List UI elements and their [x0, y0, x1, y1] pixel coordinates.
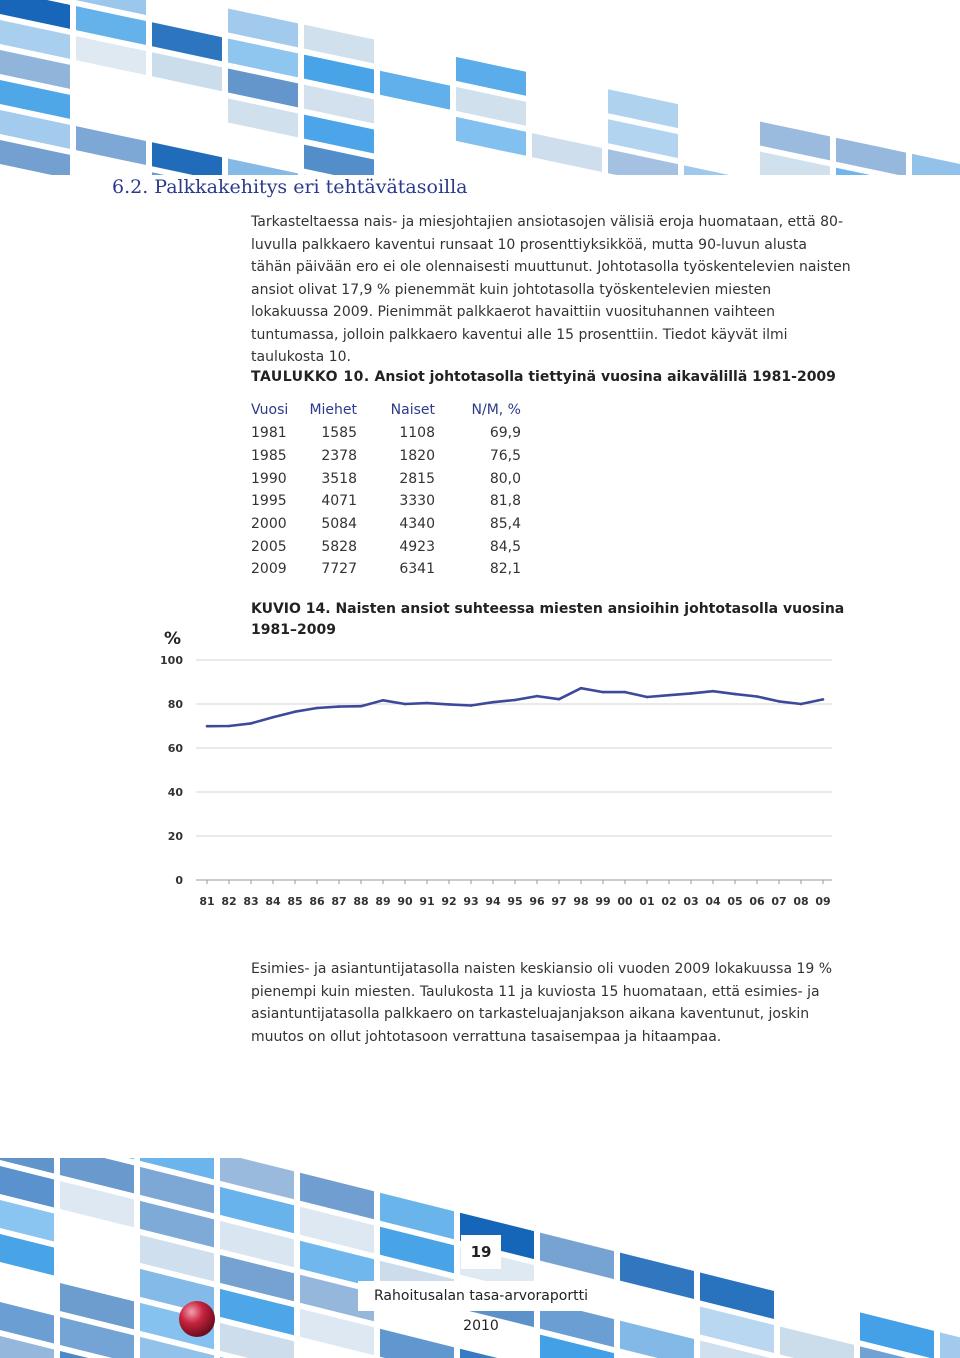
data-point [426, 702, 429, 705]
col-header-men: Miehet [309, 402, 357, 418]
x-tick-label: 86 [309, 895, 325, 908]
cell-men: 2378 [321, 448, 357, 465]
cell-ratio: 69,9 [489, 425, 521, 442]
section-heading: 6.2. Palkkakehitys eri tehtävätasoilla [112, 176, 468, 198]
table-header-row [251, 398, 521, 422]
tile [684, 165, 754, 175]
data-point [690, 692, 693, 695]
cell-women: 2815 [399, 470, 435, 487]
data-point [712, 690, 715, 693]
cell-ratio: 82,1 [489, 561, 521, 578]
cell-year: 2009 [251, 561, 287, 578]
x-tick-label: 91 [419, 895, 435, 908]
intro-paragraph: Tarkasteltaessa nais- ja miesjohtajien ansiotasojen välisiä eroja huomataan, että 80-luvulla palkkaero kaventui runsaat 10 prosenttiyksikköä, mutta 90-luvun alusta tähän päivään ero ei ole olennaisesti muuttunut. Johtotasolla työskentelevien naisten ansiot olivat 17,9 % pienemmät kuin johtotasolla työskentelevien miesten lokakuussa 2009. Pienimmät palkkaerot havaittiin vuosituhannen vaihteen tuntumassa, jolloin palkkaero kaventui alle 15 prosenttiin. Tiedot käyvät ilmi taulukosta 10. [251, 214, 851, 365]
cell-men: 4071 [321, 493, 357, 510]
data-point [646, 696, 649, 699]
x-tick-label: 89 [375, 895, 391, 908]
figure-title: Naisten ansiot suhteessa miesten ansioihin johtotasolla vuosina 1981–2009 [251, 601, 845, 638]
cell-men: 1585 [321, 425, 357, 442]
x-tick-label: 82 [221, 895, 237, 908]
cell-women: 6341 [399, 561, 435, 578]
tile [836, 138, 906, 175]
data-point [756, 695, 759, 698]
x-tick-label: 88 [353, 895, 369, 908]
table-row [251, 535, 521, 558]
table-row [251, 445, 521, 468]
tile [0, 1297, 54, 1343]
tile [380, 71, 450, 110]
data-point [492, 701, 495, 704]
cell-ratio: 76,5 [489, 448, 521, 465]
cell-ratio: 84,5 [489, 538, 521, 555]
tile [228, 158, 298, 175]
x-tick-label: 04 [705, 895, 721, 908]
cell-year: 1985 [251, 448, 287, 465]
col-header-year: Vuosi [251, 402, 289, 418]
data-point [822, 698, 825, 701]
red-sphere-icon [178, 1300, 216, 1338]
cell-men: 5828 [321, 538, 357, 555]
figure-label: KUVIO 14. [251, 601, 331, 617]
table-label: TAULUKKO 10. [251, 369, 370, 385]
y-tick-label: 100 [160, 654, 183, 667]
x-tick-label: 03 [683, 895, 699, 908]
x-tick-label: 93 [463, 895, 479, 908]
ratio-chart [0, 620, 960, 920]
cell-women: 4340 [399, 516, 435, 533]
x-tick-label: 05 [727, 895, 743, 908]
col-header-ratio: N/M, % [471, 402, 521, 418]
x-tick-label: 97 [551, 895, 567, 908]
data-point [514, 699, 517, 702]
y-tick-label: 60 [167, 742, 183, 755]
tile [152, 142, 222, 175]
tile-group [0, 0, 960, 175]
cell-ratio: 85,4 [489, 516, 521, 533]
x-tick-label: 99 [595, 895, 611, 908]
cell-women: 4923 [399, 538, 435, 555]
header-decoration [0, 0, 960, 175]
x-tick-label: 09 [815, 895, 831, 908]
page-number: 19 [461, 1235, 501, 1269]
tile [460, 1349, 534, 1358]
y-tick-label: 40 [167, 786, 183, 799]
x-tick-label: 02 [661, 895, 677, 908]
data-point [602, 691, 605, 694]
data-point [734, 693, 737, 696]
data-point [558, 698, 561, 701]
line-chart-svg [0, 620, 960, 920]
data-point [228, 725, 231, 728]
data-point [448, 703, 451, 706]
y-axis-label: % [164, 629, 182, 649]
table-caption [251, 369, 836, 385]
tile [940, 1332, 960, 1358]
col-header-women: Naiset [390, 402, 435, 418]
data-point [338, 705, 341, 708]
x-tick-label: 96 [529, 895, 545, 908]
x-tick-label: 85 [287, 895, 303, 908]
table-row [251, 490, 521, 513]
closing-paragraph: Esimies- ja asiantuntijatasolla naisten keskiansio oli vuoden 2009 lokakuussa 19 % pienempi kuin miesten. Taulukosta 11 ja kuviosta 15 huomataan, että esimies- ja asiantuntijatasolla palkkaero on tarkasteluajanjakson aikana kaventunut, joskin muutos on ollut johtotasoon verrattuna tasaisempaa ja hitaampaa. [251, 961, 833, 1045]
tile [540, 1233, 614, 1279]
cell-ratio: 80,0 [489, 470, 521, 487]
cell-men: 3518 [321, 470, 357, 487]
data-point [404, 703, 407, 706]
earnings-table [251, 398, 521, 581]
tile [620, 1253, 694, 1299]
table-row [251, 558, 521, 581]
data-point [778, 700, 781, 703]
x-tick-label: 00 [617, 895, 633, 908]
table-row [251, 422, 521, 445]
cell-year: 1995 [251, 493, 287, 510]
tile [532, 133, 602, 172]
x-tick-label: 07 [771, 895, 787, 908]
data-point [470, 704, 473, 707]
cell-women: 1820 [399, 448, 435, 465]
table-row [251, 467, 521, 490]
series-line [207, 688, 823, 726]
data-point [668, 694, 671, 697]
data-point [272, 716, 275, 719]
x-tick-label: 94 [485, 895, 501, 908]
footer-report-title: Rahoitusalan tasa-arvoraportti 2010 [358, 1281, 604, 1311]
x-tick-label: 06 [749, 895, 765, 908]
data-point [382, 699, 385, 702]
cell-women: 3330 [399, 493, 435, 510]
cell-year: 2005 [251, 538, 287, 555]
cell-men: 7727 [321, 561, 357, 578]
x-tick-label: 95 [507, 895, 523, 908]
cell-ratio: 81,8 [489, 493, 521, 510]
data-point [250, 722, 253, 725]
x-tick-label: 83 [243, 895, 259, 908]
tile [620, 1321, 694, 1358]
tile [912, 154, 960, 175]
tile-pattern-top [0, 0, 960, 175]
x-tick-label: 98 [573, 895, 589, 908]
data-point [360, 705, 363, 708]
data-point [536, 695, 539, 698]
x-tick-label: 01 [639, 895, 655, 908]
cell-women: 1108 [399, 425, 435, 442]
x-tick-label: 84 [265, 895, 281, 908]
data-point [580, 687, 583, 690]
table-title: Ansiot johtotasolla tiettyinä vuosina aikavälillä 1981-2009 [374, 369, 836, 385]
data-point [316, 707, 319, 710]
data-point [206, 725, 209, 728]
cell-year: 2000 [251, 516, 287, 533]
y-tick-label: 80 [167, 698, 183, 711]
x-tick-label: 90 [397, 895, 413, 908]
y-tick-label: 0 [175, 874, 183, 887]
x-tick-label: 92 [441, 895, 457, 908]
cell-year: 1981 [251, 425, 287, 442]
x-tick-label: 08 [793, 895, 809, 908]
x-tick-label: 87 [331, 895, 347, 908]
cell-year: 1990 [251, 470, 287, 487]
data-point [800, 703, 803, 706]
y-tick-label: 20 [167, 830, 183, 843]
table-row [251, 513, 521, 536]
cell-men: 5084 [321, 516, 357, 533]
x-tick-label: 81 [199, 895, 215, 908]
tile [780, 1326, 854, 1358]
data-point [624, 691, 627, 694]
tile [380, 1329, 454, 1358]
data-point [294, 710, 297, 713]
tile [76, 126, 146, 165]
